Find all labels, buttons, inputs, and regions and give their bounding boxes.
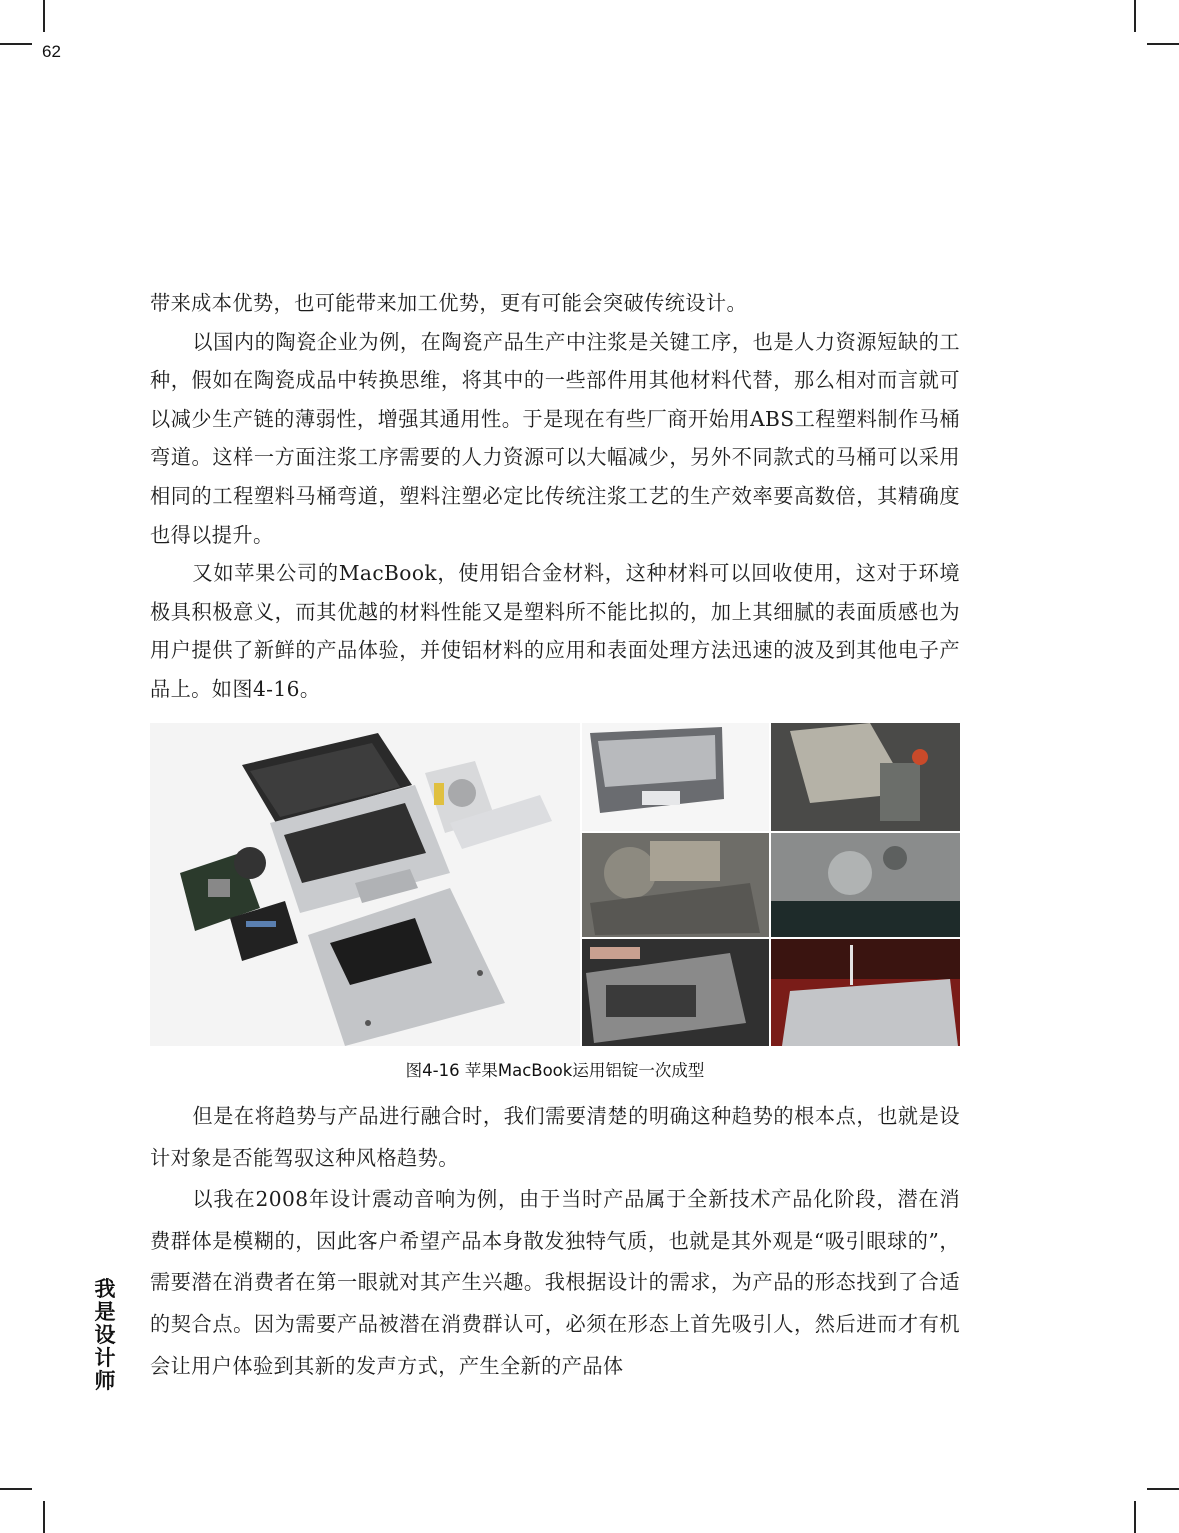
- crop-mark: [43, 0, 45, 32]
- side-title: [88, 1278, 122, 1393]
- crop-mark: [1134, 0, 1136, 32]
- photo-cutting-spray: [771, 833, 960, 937]
- side-title-char: 师: [94, 1369, 116, 1393]
- side-title-char: 设: [94, 1323, 116, 1347]
- crop-mark: [1147, 43, 1179, 45]
- body-text-bottom: [150, 1096, 960, 1387]
- photo-macbook-parts: [150, 723, 580, 1046]
- photo-finished-casing: [771, 939, 960, 1046]
- page-number: 62: [42, 42, 61, 61]
- crop-mark: [0, 43, 32, 45]
- paragraph: 但是在将趋势与产品进行融合时，我们需要清楚的明确这种趋势的根本点，也就是设计对象是否能驾驭这种风格趋势。: [150, 1104, 960, 1170]
- photo-aluminum-frame: [582, 723, 769, 831]
- side-title-char: 我: [94, 1277, 116, 1301]
- crop-mark: [1134, 1501, 1136, 1533]
- paragraph: 又如苹果公司的MacBook，使用铝合金材料，这种材料可以回收使用，这对于环境极具积极意义，而其优越的材料性能又是塑料所不能比拟的，加上其细腻的表面质感也为用户提供了新鲜的产品体验，并使铝材料的应用和表面处理方法迅速的波及到其他电子产品上。如图4-16。: [150, 561, 960, 701]
- crop-mark: [0, 1488, 32, 1490]
- crop-mark: [1147, 1488, 1179, 1490]
- side-title-char: 计: [94, 1346, 116, 1370]
- figure-caption: 图4-16 苹果MacBook运用铝锭一次成型: [405, 1061, 705, 1080]
- paragraph: 以国内的陶瓷企业为例，在陶瓷产品生产中注浆是关键工序，也是人力资源短缺的工种，假如在陶瓷成品中转换思维，将其中的一些部件用其他材料代替，那么相对而言就可以减少生产链的薄弱性，增强其通用性。于是现在有些厂商开始用ABS工程塑料制作马桶弯道。这样一方面注浆工序需要的人力资源可以大幅减少，另外不同款式的马桶可以采用相同的工程塑料马桶弯道，塑料注塑必定比传统注浆工艺的生产效率要高数倍，其精确度也得以提升。: [150, 329, 960, 547]
- photo-aluminum-sheet: [771, 723, 960, 831]
- body-text-top: [150, 284, 960, 709]
- photo-milling-chips: [582, 833, 769, 937]
- photo-keyboard-assembly: [582, 939, 769, 1046]
- side-title-char: 是: [94, 1300, 116, 1324]
- figure-macbook-collage: [150, 723, 960, 1046]
- paragraph: 带来成本优势，也可能带来加工优势，更有可能会突破传统设计。: [150, 291, 748, 315]
- crop-mark: [43, 1501, 45, 1533]
- paragraph: 以我在2008年设计震动音响为例，由于当时产品属于全新技术产品化阶段，潜在消费群体是模糊的，因此客户希望产品本身散发独特气质，也就是其外观是“吸引眼球的”，需要潜在消费者在第一眼就对其产生兴趣。我根据设计的需求，为产品的形态找到了合适的契合点。因为需要产品被潜在消费群认可，必须在形态上首先吸引人，然后进而才有机会让用户体验到其新的发声方式，产生全新的产品体: [150, 1187, 960, 1378]
